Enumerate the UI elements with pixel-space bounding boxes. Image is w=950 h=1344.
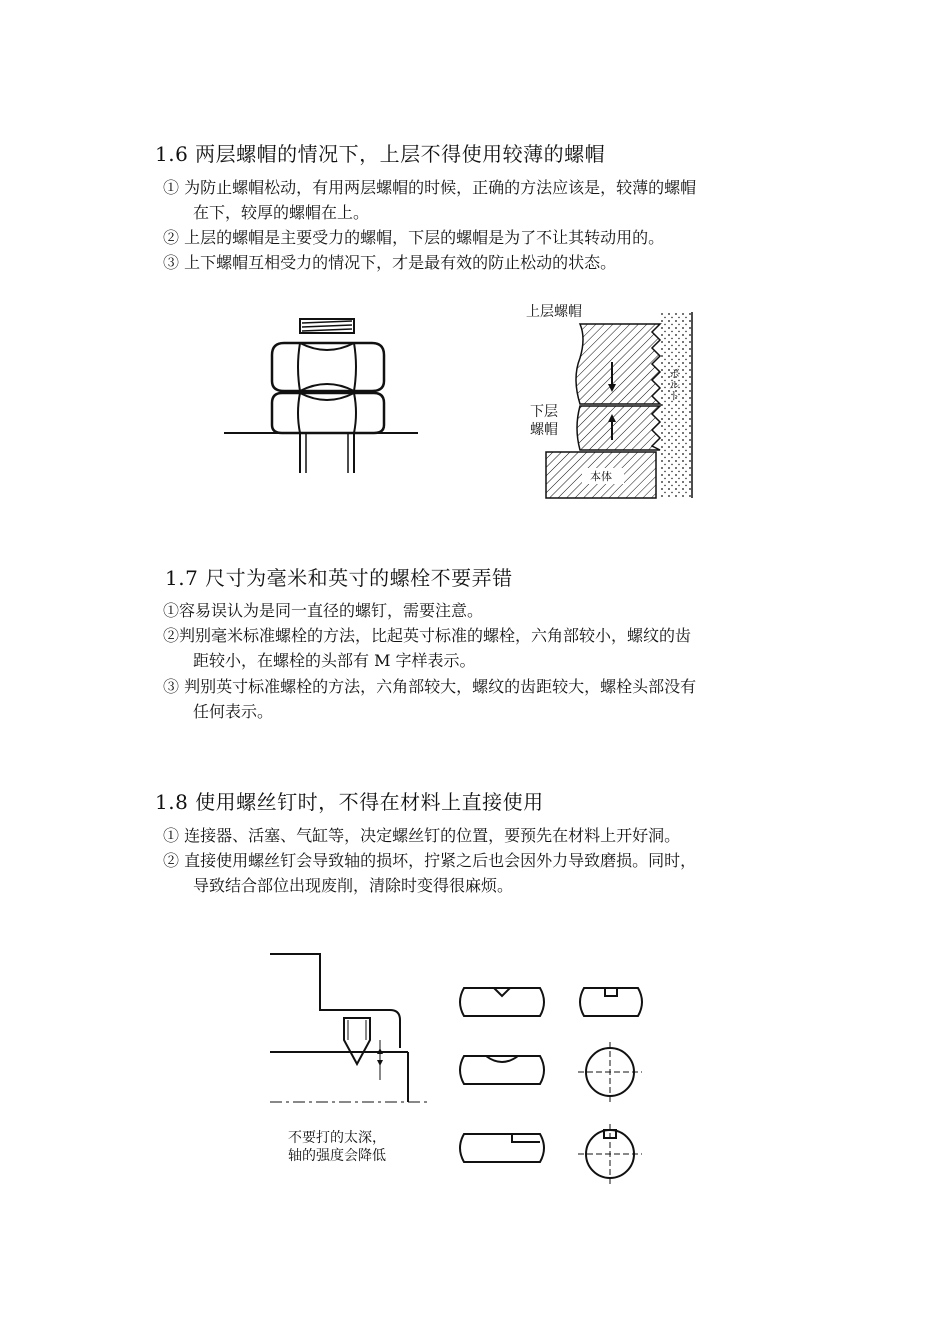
list-item-continuation: 导致结合部位出现废削，清除时变得很麻烦。 [193,876,514,895]
set-screw-figure [258,944,658,1194]
list-item: ①容易误认为是同一直径的螺钉，需要注意。 [163,601,484,620]
list-item: ②判别毫米标准螺栓的方法，比起英寸标准的螺栓，六角部较小，螺纹的齿 [163,626,692,645]
lower-nut-label-2: 螺帽 [530,422,558,438]
list-item-continuation: 在下，较厚的螺帽在上。 [193,203,370,222]
list-item: ① 连接器、活塞、气缸等，决定螺丝钉的位置，要预先在材料上开好洞。 [163,826,681,845]
depth-note-line-1: 不要打的太深， [288,1130,386,1146]
list-item: ③ 判别英寸标准螺栓的方法，六角部较大，螺纹的齿距较大，螺栓头部没有 [163,677,697,696]
list-item: ① 为防止螺帽松动，有用两层螺帽的时候，正确的方法应该是，较薄的螺帽 [163,178,697,197]
list-item: ② 上层的螺帽是主要受力的螺帽，下层的螺帽是为了不让其转动用的。 [163,228,665,247]
body-label: 本体 [590,470,612,483]
section-1-7-title: 1.7 尺寸为毫米和英寸的螺栓不要弄错 [165,566,513,590]
lower-nut-label-1: 下层 [530,404,558,420]
double-nut-figure [222,315,422,475]
upper-nut-label: 上层螺帽 [526,304,582,320]
list-item: ③ 上下螺帽互相受力的情况下，才是最有效的防止松动的状态。 [163,253,617,272]
list-item-continuation: 距较小，在螺栓的头部有 M 字样表示。 [193,651,476,670]
list-item: ② 直接使用螺丝钉会导致轴的损坏，拧紧之后也会因外力导致磨损。同时， [163,851,697,870]
section-1-8-title: 1.8 使用螺丝钉时，不得在材料上直接使用 [155,790,544,814]
section-1-6-title: 1.6 两层螺帽的情况下，上层不得使用较薄的螺帽 [155,142,606,166]
nut-section-figure [520,298,700,503]
depth-note-line-2: 轴的强度会降低 [288,1148,386,1164]
list-item-continuation: 任何表示。 [193,702,274,721]
bolt-label: ボルト [667,368,681,401]
